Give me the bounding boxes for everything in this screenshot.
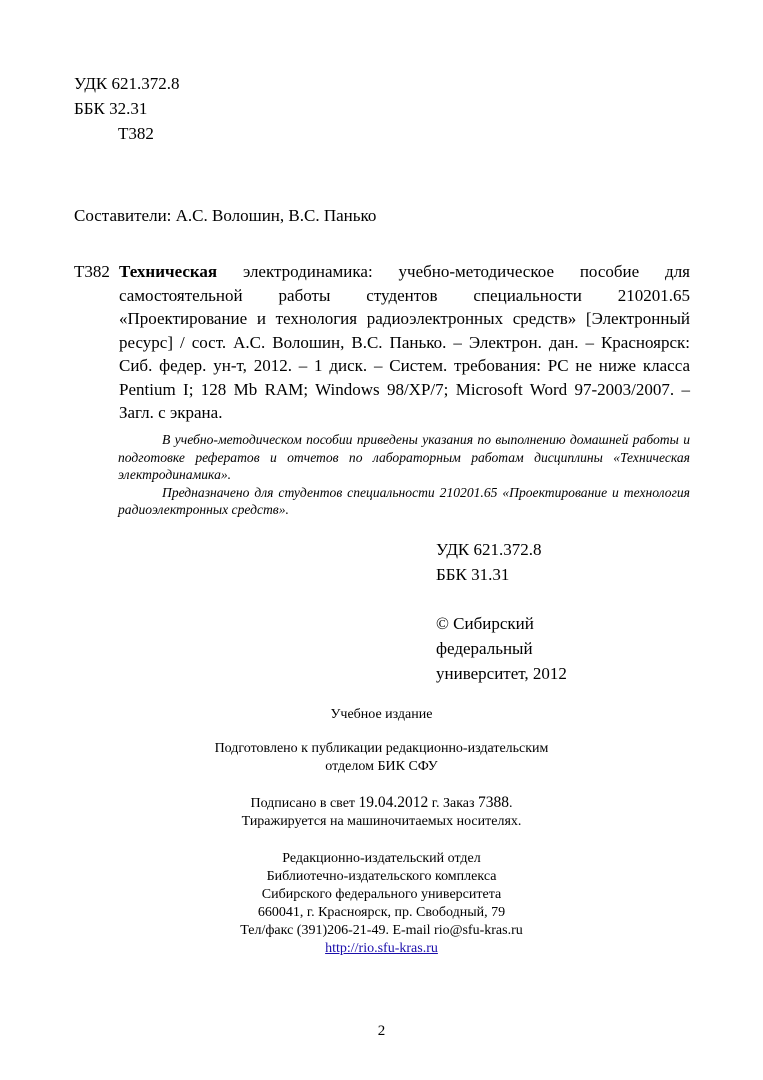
signed-prefix: Подписано в свет xyxy=(250,796,359,811)
signed-line xyxy=(0,794,763,813)
edition-type: Учебное издание xyxy=(330,707,433,722)
website-line xyxy=(0,940,763,958)
annotation-paragraph-1: В учебно-методическом пособии приведены указания по выполнению домашней работы и подготовке рефератов и отчетов по лабораторным работам дисциплины «Техническая электродинамика». xyxy=(118,432,690,482)
description-index: Т382 xyxy=(74,262,110,281)
replicated-line: Тиражируется на машиночитаемых носителях. xyxy=(241,814,522,829)
annotation-paragraph-2: Предназначено для студентов специальности 210201.65 «Проектирование и технология радиоэлектронных средств». xyxy=(118,484,690,517)
website-link[interactable]: http://rio.sfu-kras.ru xyxy=(325,941,438,956)
order-number: 7388 xyxy=(478,794,510,811)
header-udk: УДК 621.372.8 xyxy=(74,74,180,93)
publisher-line-2: Библиотечно-издательского комплекса xyxy=(266,869,497,884)
copyright-line-3: университет, 2012 xyxy=(436,664,567,683)
bibliographic-description xyxy=(74,260,690,425)
copyright-line-2: федеральный xyxy=(436,639,533,658)
publisher-line-1: Редакционно-издательский отдел xyxy=(282,851,481,866)
prepared-line-2: отделом БИК СФУ xyxy=(325,759,438,774)
description-title: Техническая xyxy=(119,262,218,281)
header-bbk: ББК 32.31 xyxy=(74,99,148,118)
copyright-line-1: © Сибирский xyxy=(436,614,534,633)
publisher-address: 660041, г. Красноярск, пр. Свободный, 79 xyxy=(257,905,506,920)
signed-suffix: . xyxy=(509,796,513,811)
compilers: Составители: А.С. Волошин, В.С. Панько xyxy=(74,206,377,225)
publisher-line-3: Сибирского федерального университета xyxy=(261,887,502,902)
classification-udk: УДК 621.372.8 xyxy=(436,540,542,559)
classification-bbk: ББК 31.31 xyxy=(436,565,510,584)
signed-mid: г. Заказ xyxy=(428,796,479,811)
page-number: 2 xyxy=(377,1023,386,1039)
description-text: электродинамика: учебно-методическое пособие для самостоятельной работы студентов специальности 210201.65 «Проектирование и технология радиоэлектронных средств» [Электронный ресурс] / сост. А.С. Волошин, В.С. Панько. – Электрон. дан. – Красноярск: Сиб. федер. ун-т, 2012. – 1 диск. – Систем. требования: PC не ниже класса Pentium I; 128 Mb RAM; Windows 98/XP/7; Microsoft Word 97-2003/2007. – Загл. с экрана. xyxy=(119,262,690,422)
header-code: Т382 xyxy=(118,124,154,143)
prepared-line-1: Подготовлено к публикации редакционно-издательским xyxy=(214,741,549,756)
annotation xyxy=(118,431,690,519)
signed-date: 19.04.2012 xyxy=(358,794,429,811)
publisher-phone: Тел/факс (391)206-21-49. E-mail rio@sfu-kras.ru xyxy=(240,923,523,938)
